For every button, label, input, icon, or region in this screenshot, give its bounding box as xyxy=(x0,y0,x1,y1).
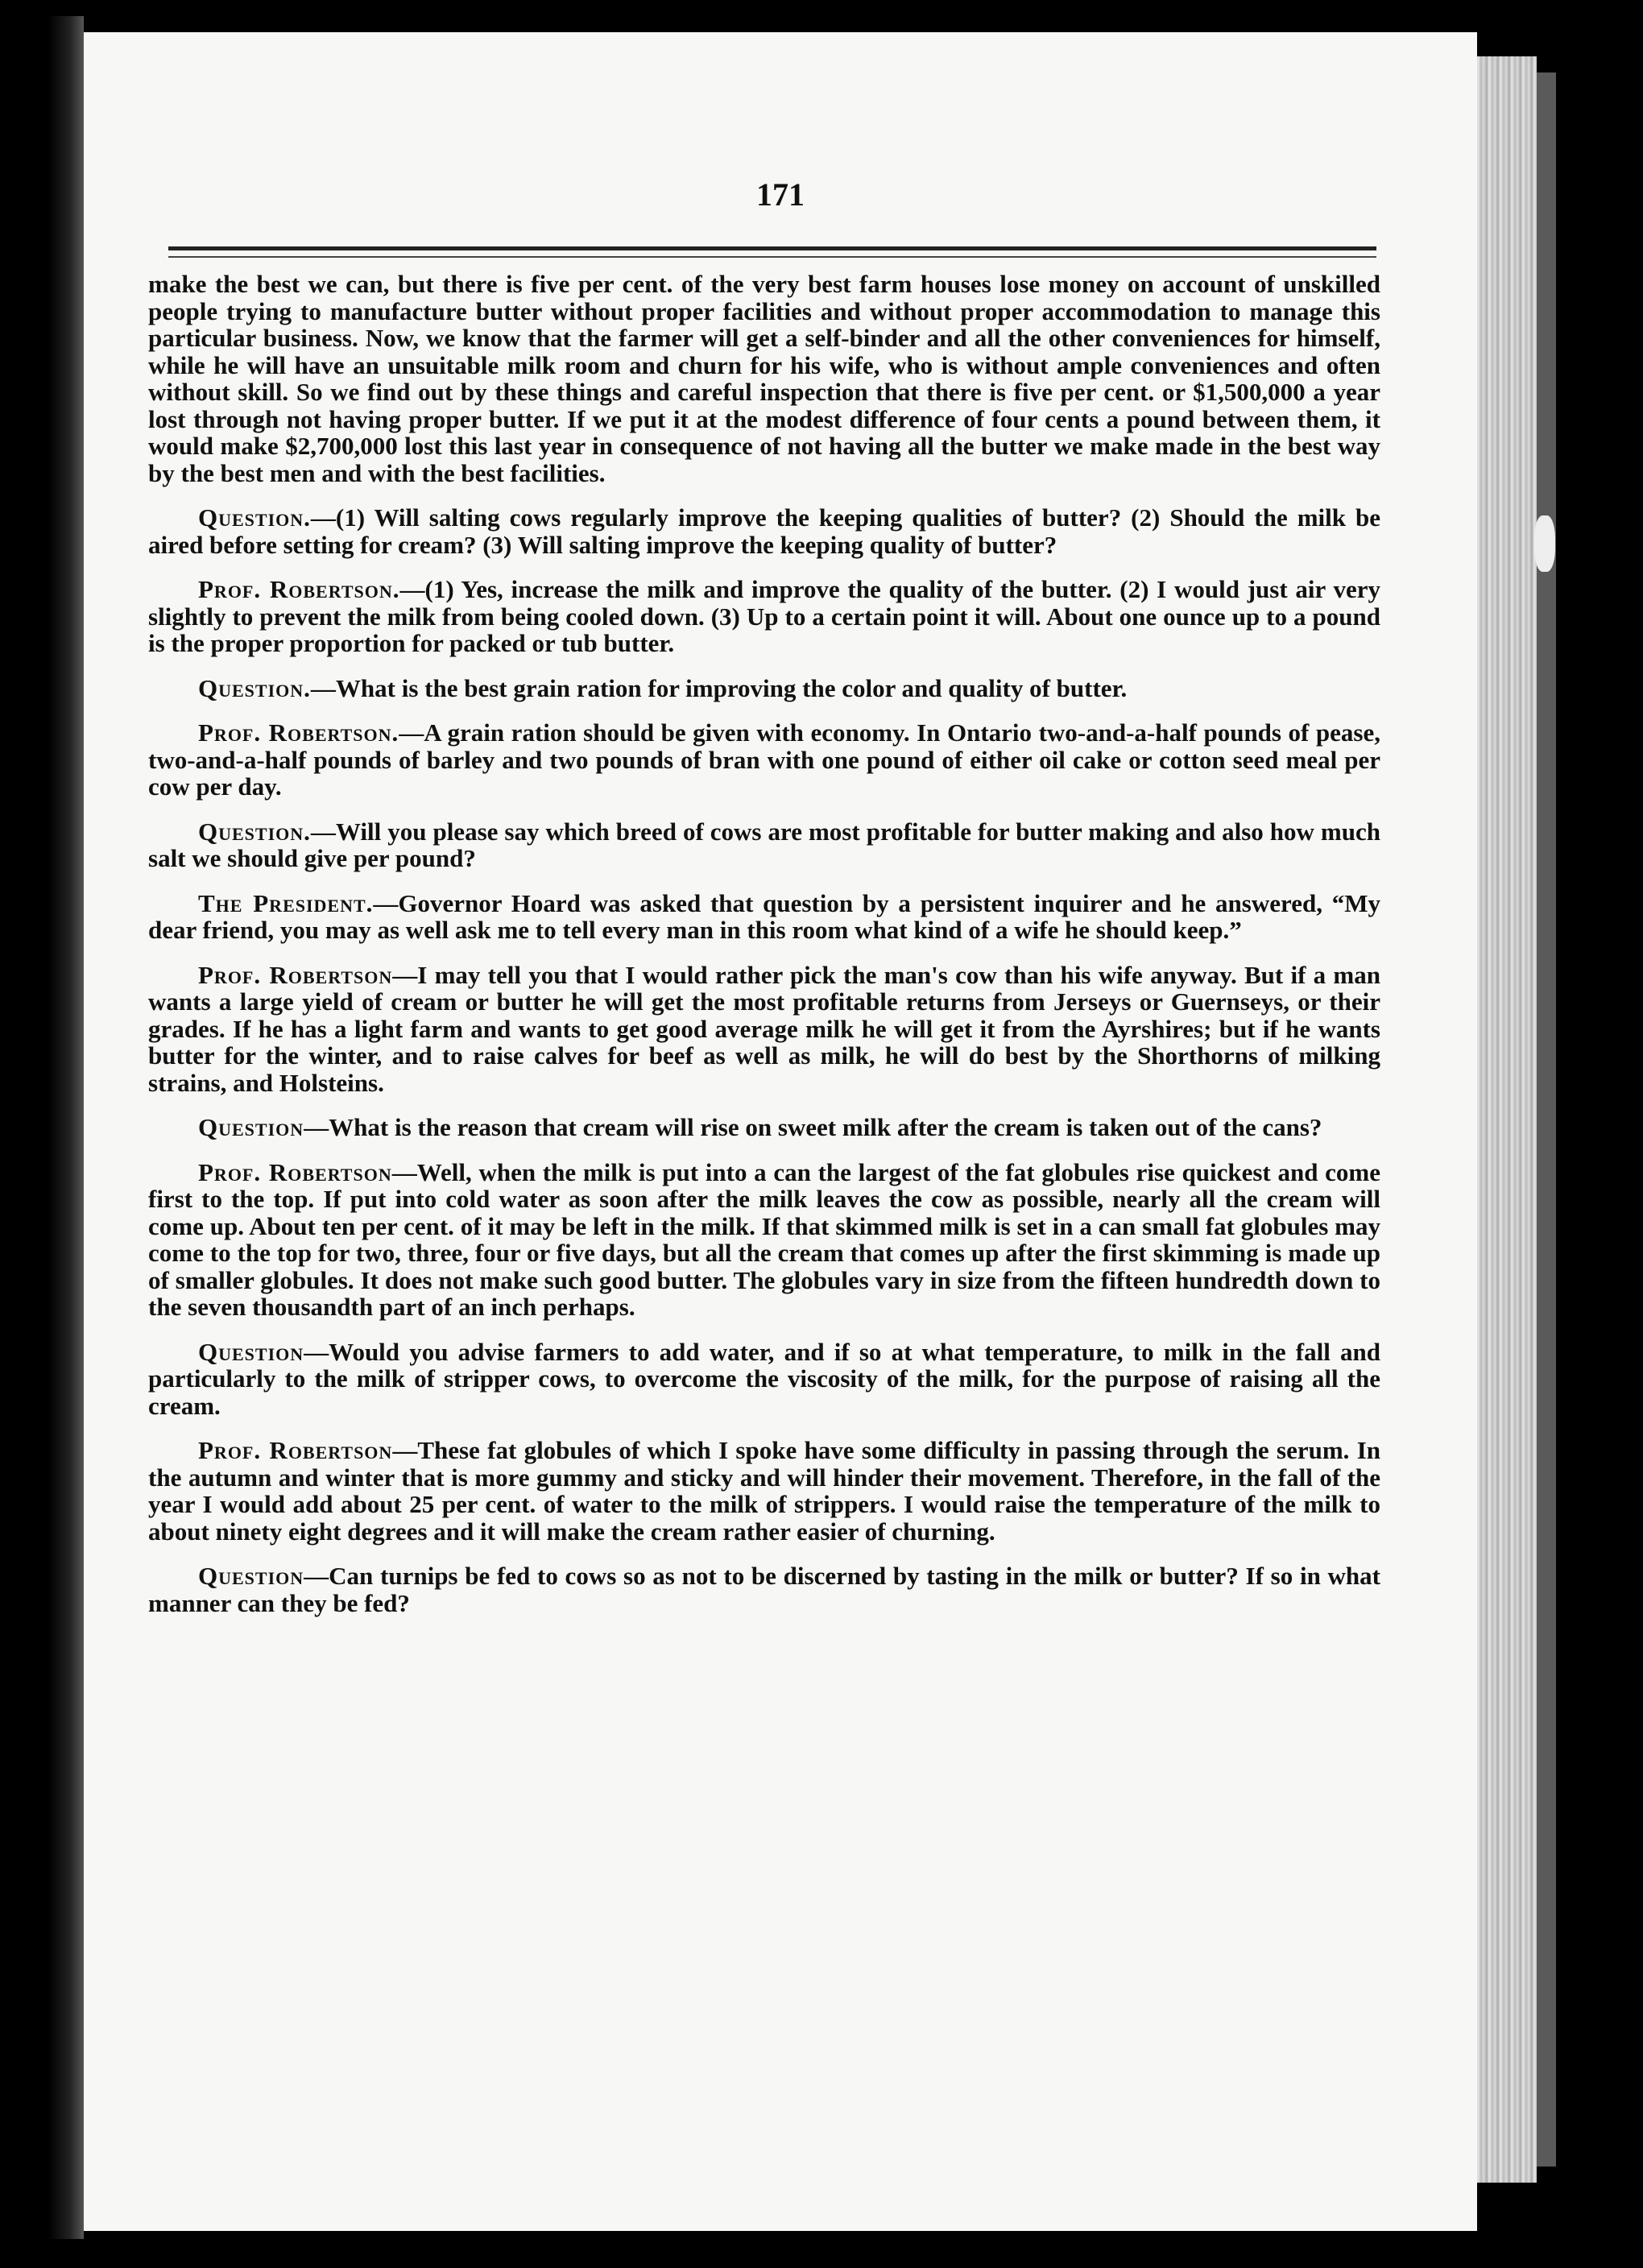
paragraph-continuation xyxy=(148,271,1380,486)
page-edge-stack xyxy=(1472,56,1537,2183)
speaker-label: Prof. Robertson xyxy=(198,960,393,989)
paragraph-text: —What is the best grain ration for improving the color and quality of butter. xyxy=(310,673,1128,702)
paragraph-answer xyxy=(148,962,1380,1097)
header-rule-thick xyxy=(168,246,1376,250)
speaker-label: The President. xyxy=(198,888,374,917)
paragraph-answer xyxy=(148,1437,1380,1545)
speaker-label: Question xyxy=(198,1113,304,1141)
paragraph-answer xyxy=(148,719,1380,801)
paragraph-answer xyxy=(148,890,1380,944)
paragraph-question xyxy=(148,504,1380,558)
speaker-label: Prof. Robertson. xyxy=(198,718,399,747)
speaker-label: Prof. Robertson xyxy=(198,1157,392,1186)
paragraph-text: —(1) Yes, increase the milk and improve the quality of the butter. (2) I would just air very slightly to prevent the milk from being cooled down. (3) Up to a certain point it will. About one ounce up to a pound is the proper proportion for packed or tub butter. xyxy=(148,575,1380,657)
paragraph-text: make the best we can, but there is five per cent. of the very best farm houses lose money on account of unskilled people trying to manufacture butter without proper facilities and without proper accommodation to manage this particular business. Now, we know that the farmer will get a self-binder and all the other conveniences for himself, while he will have an unsuitable milk room and churn for his wife, who is without ample conveniences and often without skill. So we find out by these things and careful inspection that there is five per cent. or $1,500,000 a year lost through not having proper butter. If we put it at the modest difference of four cents a pound between them, it would make $2,700,000 lost this last year in consequence of not having all the butter we make made in the best way by the best men and with the best facilities. xyxy=(148,270,1380,487)
paragraph-text: —A grain ration should be given with economy. In Ontario two-and-a-half pounds of pease, two-and-a-half pounds of barley and two pounds of bran with one pound of either oil cake or cotton seed meal per cow per day. xyxy=(148,718,1380,801)
paragraph-question xyxy=(148,1114,1380,1141)
paragraph-text: —Would you advise farmers to add water, and if so at what temperature, to milk in the fall and particularly to the milk of stripper cows, to overcome the viscosity of the milk, for the purpose of raising all the cream. xyxy=(148,1337,1380,1420)
speaker-label: Question xyxy=(198,1562,304,1590)
speaker-label: Question. xyxy=(198,673,311,702)
speaker-label: Prof. Robertson xyxy=(198,1436,393,1464)
paragraph-text: —Governor Hoard was asked that question by a persistent inquirer and he answered, “My dear friend, you may as well ask me to tell every man in this room what kind of a wife he should keep.” xyxy=(148,888,1380,944)
paragraph-question xyxy=(148,1339,1380,1420)
paragraph-text: —Can turnips be fed to cows so as not to be discerned by tasting in the milk or butter? If so in what manner can they be fed? xyxy=(148,1562,1380,1617)
paragraph-text: —These fat globules of which I spoke have some difficulty in passing through the serum. In the autumn and winter that is more gummy and sticky and will hinder their movement. Therefore, in the fall of the year I would add about 25 per cent. of water to the milk of strippers. I would raise the temperature of the milk to about ninety eight degrees and it will make the cream rather easier of churning. xyxy=(148,1436,1381,1546)
paragraph-answer xyxy=(148,1159,1380,1321)
paragraph-text: —I may tell you that I would rather pick the man's cow than his wife anyway. But if a man wants a large yield of cream or butter he will get the most profitable returns from Jerseys or Guernseys, or their grades. If he has a light farm and wants to get good average milk he will get it from the Ayrshires; but if he wants butter for the winter, and to raise calves for beef as well as milk, he will do best by the Shorthorns of milking strains, and Holsteins. xyxy=(148,960,1380,1097)
header-rule-thin xyxy=(168,256,1376,258)
paragraph-text: —Will you please say which breed of cows are most profitable for butter making and also how much salt we should give per pound? xyxy=(148,817,1380,872)
paragraph-text: —What is the reason that cream will rise on sweet milk after the cream is taken out of the cans? xyxy=(304,1113,1322,1141)
book-page xyxy=(84,32,1477,2231)
speaker-label: Prof. Robertson. xyxy=(198,575,400,603)
page-stain xyxy=(1534,515,1555,572)
paragraph-question xyxy=(148,1562,1380,1616)
paragraph-question xyxy=(148,818,1380,872)
page-edge-dark xyxy=(1537,72,1556,2167)
speaker-label: Question. xyxy=(198,817,311,846)
page-number: 171 xyxy=(756,176,805,213)
speaker-label: Question xyxy=(198,1337,304,1366)
page-body xyxy=(148,271,1380,1634)
speaker-label: Question. xyxy=(198,503,311,532)
paragraph-text: —(1) Will salting cows regularly improve the keeping qualities of butter? (2) Should the milk be aired before setting for cream? (3) Will salting improve the keeping quality of butter? xyxy=(148,503,1380,559)
paragraph-question xyxy=(148,675,1380,702)
paragraph-text: —Well, when the milk is put into a can the largest of the fat globules rise quickest and come first to the top. If put into cold water as soon after the milk leaves the cow as possible, nearly all the cream will come up. About ten per cent. of it may be left in the milk. If that skimmed milk is set in a can small fat globules may come to the top for two, three, four or five days, but all the cream that comes up after the first skimming is made up of smaller globules. It does not make such good butter. The globules vary in size from the fifteen hundredth down to the seven thousandth part of an inch perhaps. xyxy=(148,1157,1380,1321)
binding-shadow xyxy=(48,16,84,2239)
paragraph-answer xyxy=(148,576,1380,657)
